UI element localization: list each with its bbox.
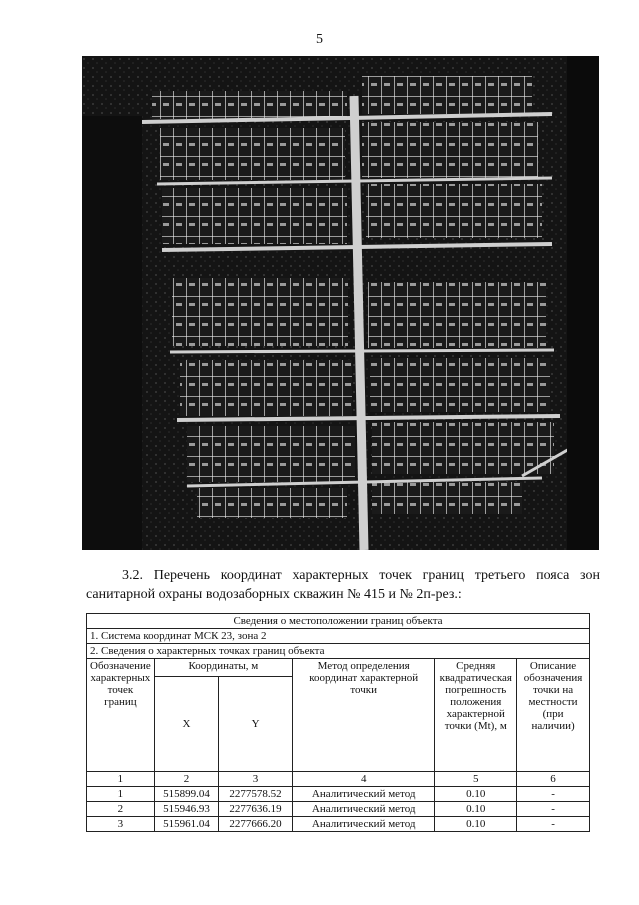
point-error: 0.10 (435, 817, 517, 832)
col-number: 4 (292, 772, 435, 787)
point-description: - (517, 802, 590, 817)
col-number: 6 (517, 772, 590, 787)
point-number: 2 (87, 802, 155, 817)
header-coordinates: Координаты, м (154, 659, 292, 677)
col-number: 5 (435, 772, 517, 787)
point-error: 0.10 (435, 787, 517, 802)
dark-field (82, 116, 142, 550)
col-number: 2 (154, 772, 218, 787)
point-method: Аналитический метод (292, 817, 435, 832)
point-number: 3 (87, 817, 155, 832)
point-x: 515961.04 (154, 817, 218, 832)
point-number: 1 (87, 787, 155, 802)
col-number: 1 (87, 772, 155, 787)
point-y: 2277666.20 (219, 817, 293, 832)
header-y: Y (219, 677, 293, 772)
point-description: - (517, 817, 590, 832)
point-method: Аналитический метод (292, 787, 435, 802)
table-title: Сведения о местоположении границ объекта (87, 614, 590, 629)
coordinate-system-row: 1. Система координат МСК 23, зона 2 (87, 629, 590, 644)
col-number: 3 (219, 772, 293, 787)
header-error: Средняя квадратическая погрешность положения характерной точки (Mt), м (435, 659, 517, 772)
dark-field-right (567, 56, 599, 550)
page-number: 5 (316, 32, 323, 47)
point-description: - (517, 787, 590, 802)
table-row (87, 802, 590, 817)
header-x: X (154, 677, 218, 772)
header-designation: Обозначение характерных точек границ (87, 659, 155, 772)
table-row (87, 817, 590, 832)
points-info-row: 2. Сведения о характерных точках границ объекта (87, 644, 590, 659)
aerial-photo-image (82, 56, 599, 550)
point-y: 2277636.19 (219, 802, 293, 817)
header-method: Метод определения координат характерной точки (292, 659, 435, 772)
coordinates-table (86, 613, 590, 832)
point-error: 0.10 (435, 802, 517, 817)
point-x: 515946.93 (154, 802, 218, 817)
header-description: Описание обозначения точки на местности (при наличии) (517, 659, 590, 772)
section-heading: 3.2. Перечень координат характерных точек границ третьего пояса зон санитарной охраны водозаборных скважин № 415 и № 2п-рез.: (86, 568, 600, 602)
table-row (87, 787, 590, 802)
aerial-photo (82, 56, 599, 550)
point-x: 515899.04 (154, 787, 218, 802)
point-method: Аналитический метод (292, 802, 435, 817)
point-y: 2277578.52 (219, 787, 293, 802)
